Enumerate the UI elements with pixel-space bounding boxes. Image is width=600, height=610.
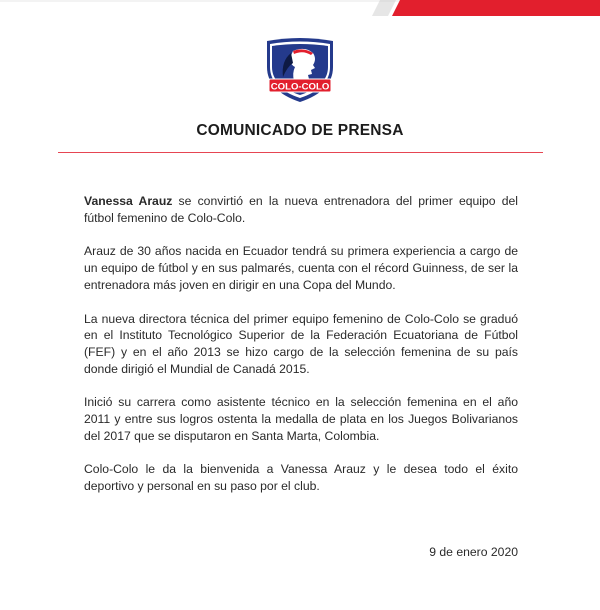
- logo-text: COLO-COLO: [270, 81, 330, 93]
- paragraph-3: La nueva directora técnica del primer equipo femenino de Colo-Colo se graduó en el Instituto Tecnológico Superior de la Federación Ecuatoriana de Fútbol (FEF) y en el año 2013 se hizo cargo de la selección femenina de su país donde dirigió el Mundial de Canadá 2015.: [84, 311, 518, 376]
- paragraph-2: Arauz de 30 años nacida en Ecuador tendrá su primera experiencia a cargo de un equipo de fútbol y en sus palmarés, cuenta con el récord Guinness, de ser la entrenadora más joven en dirigir en una Copa del Mundo.: [84, 244, 518, 292]
- press-release-body: [84, 193, 518, 512]
- paragraph-1: [84, 193, 518, 226]
- top-accent-band: [0, 0, 600, 18]
- coach-name: Vanessa Arauz: [84, 194, 173, 208]
- header-divider: [58, 152, 543, 153]
- paragraph-5: Colo-Colo le da la bienvenida a Vanessa Arauz y le desea todo el éxito deportivo y personal en su paso por el club.: [84, 462, 518, 494]
- colo-colo-logo: [263, 37, 337, 103]
- paragraph-1-text: se convirtió en la nueva entrenadora del primer equipo del fútbol femenino de Colo-Colo.: [84, 194, 518, 225]
- release-date: 9 de enero 2020: [429, 545, 518, 559]
- paragraph-4: Inició su carrera como asistente técnico en la selección femenina en el año 2011 y entre sus logros ostenta la medalla de plata en los Juegos Bolivarianos del 2017 que se disputaron en Santa Marta, Colombia.: [84, 395, 518, 443]
- page-title: COMUNICADO DE PRENSA: [196, 122, 404, 139]
